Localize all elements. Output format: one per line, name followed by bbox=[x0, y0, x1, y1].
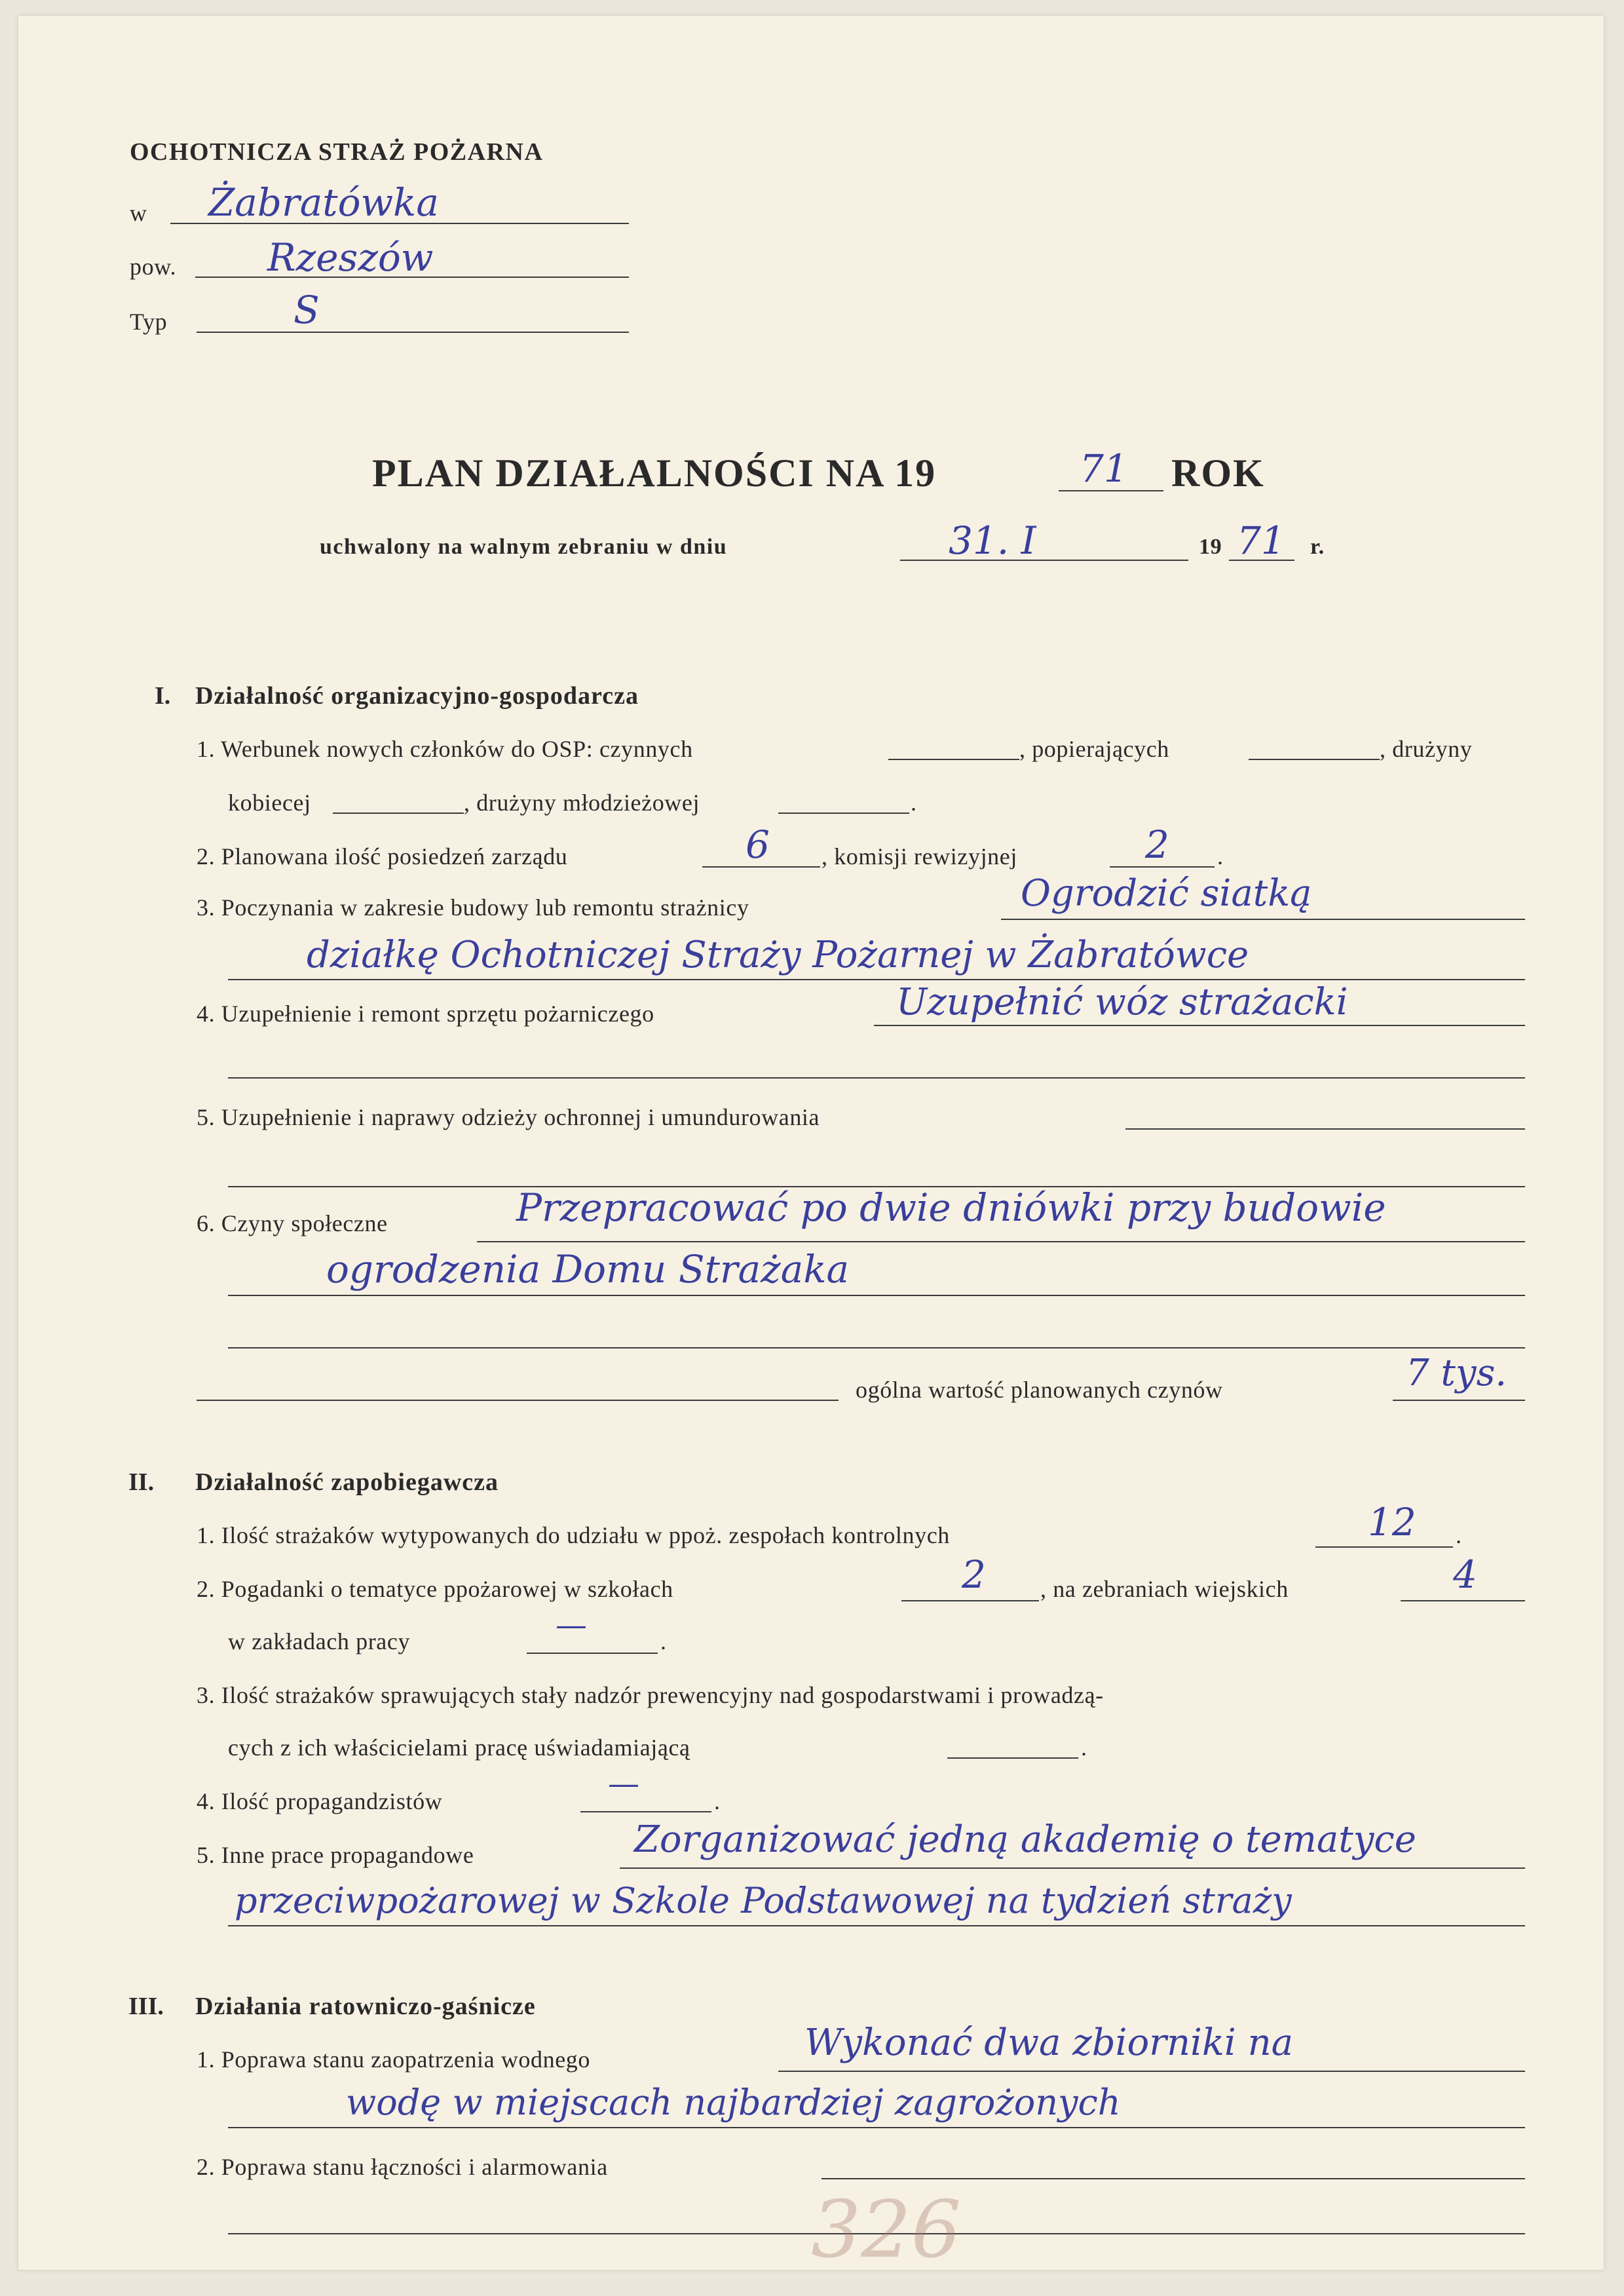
s3-item1-handwritten1: Wykonać dwa zbiorniki na bbox=[804, 2021, 1294, 2064]
s1-item1-text-d: kobiecej bbox=[228, 790, 311, 816]
s2-item2-text: 2. Pogadanki o tematyce ppożarowej w szkołach bbox=[197, 1576, 673, 1602]
s1-item6-handwritten2: ogrodzenia Domu Strażaka bbox=[326, 1247, 850, 1292]
s1-item1-line2 bbox=[1249, 759, 1380, 760]
s1-item3-text: 3. Poczynania w zakresie budowy lub remontu strażnicy bbox=[197, 894, 749, 921]
section1-heading: Działalność organizacyjno-gospodarcza bbox=[195, 682, 639, 710]
s1-value-line bbox=[197, 1400, 839, 1401]
s2-item3-text-a: 3. Ilość strażaków sprawujących stały nadzór prewencyjny nad gospodarstwami i prowadzą- bbox=[197, 1682, 1104, 1708]
s2-item2-line3 bbox=[527, 1653, 658, 1654]
s2-item3-line bbox=[947, 1757, 1078, 1759]
org-name: OCHOTNICZA STRAŻ POŻARNA bbox=[130, 138, 544, 166]
s2-item4-line bbox=[580, 1811, 711, 1812]
s2-item2-value1: 2 bbox=[962, 1552, 986, 1597]
s1-item2-text: 2. Planowana ilość posiedzeń zarządu bbox=[197, 843, 568, 870]
s2-item2-value3: — bbox=[556, 1607, 587, 1643]
s2-item3-text-b: cych z ich właścicielami pracę uświadamiającą bbox=[228, 1734, 690, 1761]
s2-item2-end: . bbox=[660, 1628, 667, 1655]
section2-heading: Działalność zapobiegawcza bbox=[195, 1468, 499, 1496]
s1-item5-text: 5. Uzupełnienie i naprawy odzieży ochronnej i umundurowania bbox=[197, 1104, 820, 1130]
section3-number: III. bbox=[128, 1993, 164, 2020]
plan-title-end: ROK bbox=[1171, 451, 1265, 495]
w-handwritten: Żabratówka bbox=[208, 180, 439, 225]
typ-handwritten: S bbox=[293, 288, 320, 332]
s1-item1-text-e: , drużyny młodzieżowej bbox=[464, 790, 700, 816]
s1-item1-line1 bbox=[888, 759, 1019, 760]
s2-item1-end: . bbox=[1456, 1522, 1462, 1548]
s3-item1-text: 1. Poprawa stanu zaopatrzenia wodnego bbox=[197, 2046, 590, 2073]
typ-label: Typ bbox=[130, 309, 168, 335]
s3-item1-line1 bbox=[778, 2071, 1525, 2072]
s2-item2-value2: 4 bbox=[1453, 1552, 1477, 1597]
sub-year-prefix: 19 bbox=[1199, 535, 1222, 559]
s1-item3-line2 bbox=[228, 979, 1525, 980]
s1-item6-line3 bbox=[228, 1347, 1525, 1349]
s3-item2-line1 bbox=[821, 2178, 1525, 2179]
s3-item1-handwritten2: wodę w miejscach najbardziej zagrożonych bbox=[346, 2082, 1121, 2123]
s2-item5-handwritten2: przeciwpożarowej w Szkole Podstawowej na tydzień straży bbox=[235, 1880, 1292, 1921]
s2-item5-line2 bbox=[228, 1925, 1525, 1926]
s1-item3-line1 bbox=[1001, 919, 1525, 920]
page-number-stamp: 326 bbox=[811, 2185, 962, 2276]
typ-line bbox=[197, 332, 629, 333]
plan-title: PLAN DZIAŁALNOŚCI NA 19 bbox=[372, 451, 937, 495]
s1-item2-value2: 2 bbox=[1145, 822, 1169, 867]
s1-item1-text-f: . bbox=[911, 790, 917, 816]
s2-item5-text: 5. Inne prace propagandowe bbox=[197, 1842, 474, 1868]
date-line bbox=[900, 560, 1188, 561]
s2-item5-line1 bbox=[620, 1867, 1525, 1869]
s1-value-label: ogólna wartość planowanych czynów bbox=[856, 1377, 1223, 1403]
s1-item3-handwritten1: Ogrodzić siatką bbox=[1021, 872, 1312, 915]
w-label: w bbox=[130, 200, 147, 226]
s1-item4-line1 bbox=[874, 1025, 1525, 1026]
title-year-handwritten: 71 bbox=[1080, 446, 1128, 491]
s2-item4-value: — bbox=[608, 1765, 639, 1802]
s3-item1-line2 bbox=[228, 2127, 1525, 2128]
s1-value-answer-line bbox=[1393, 1400, 1525, 1401]
s2-item2-text-c: w zakładach pracy bbox=[228, 1628, 411, 1655]
s1-item2-end: . bbox=[1217, 843, 1224, 870]
s2-item1-line bbox=[1315, 1546, 1453, 1548]
s1-item3-handwritten2: działkę Ochotniczej Straży Pożarnej w Żabratówce bbox=[307, 934, 1249, 976]
s1-item1-line4 bbox=[778, 813, 909, 814]
pow-handwritten: Rzeszów bbox=[267, 235, 434, 280]
s1-item4-handwritten: Uzupełnić wóz strażacki bbox=[896, 981, 1348, 1024]
sub-end: r. bbox=[1310, 535, 1325, 559]
section3-heading: Działania ratowniczo-gaśnicze bbox=[195, 1993, 536, 2020]
s2-item5-handwritten1: Zorganizować jedną akademię o tematyce bbox=[634, 1818, 1416, 1861]
s1-item6-line2 bbox=[228, 1295, 1525, 1296]
s1-item2-value1: 6 bbox=[746, 822, 770, 867]
s2-item2-line2 bbox=[1401, 1600, 1525, 1601]
section2-number: II. bbox=[128, 1468, 155, 1496]
s1-item1-text-b: , popierających bbox=[1019, 736, 1169, 762]
s1-item2-text-b: , komisji rewizyjnej bbox=[821, 843, 1017, 870]
s2-item4-end: . bbox=[714, 1788, 721, 1814]
document-page bbox=[18, 16, 1604, 2276]
s2-item3-end: . bbox=[1081, 1734, 1087, 1761]
sub-year-handwritten: 71 bbox=[1237, 518, 1285, 563]
s1-item1-text-c: , drużyny bbox=[1380, 736, 1473, 762]
s1-item1-text: 1. Werbunek nowych członków do OSP: czynnych bbox=[197, 736, 693, 762]
adopted-label: uchwalony na walnym zebraniu w dniu bbox=[320, 535, 728, 559]
s1-item6-handwritten1: Przepracować po dwie dniówki przy budowie bbox=[516, 1185, 1386, 1230]
s1-value-handwritten: 7 tys. bbox=[1406, 1352, 1507, 1394]
s1-item4-line2 bbox=[228, 1077, 1525, 1079]
pow-label: pow. bbox=[130, 254, 177, 280]
s1-item6-line1 bbox=[477, 1241, 1525, 1242]
s2-item2-text-b: , na zebraniach wiejskich bbox=[1040, 1576, 1289, 1602]
s1-item6-text: 6. Czyny społeczne bbox=[197, 1210, 388, 1236]
s3-item2-text: 2. Poprawa stanu łączności i alarmowania bbox=[197, 2154, 608, 2180]
s1-item1-line3 bbox=[333, 813, 464, 814]
s2-item4-text: 4. Ilość propagandzistów bbox=[197, 1788, 443, 1814]
s1-item5-line1 bbox=[1125, 1128, 1525, 1130]
s2-item1-text: 1. Ilość strażaków wytypowanych do udziału w ppoż. zespołach kontrolnych bbox=[197, 1522, 950, 1548]
s2-item1-value: 12 bbox=[1368, 1500, 1416, 1544]
date-handwritten: 31. I bbox=[949, 518, 1036, 563]
section1-number: I. bbox=[155, 682, 171, 710]
s1-item4-text: 4. Uzupełnienie i remont sprzętu pożarniczego bbox=[197, 1001, 654, 1027]
s2-item2-line1 bbox=[901, 1600, 1039, 1601]
